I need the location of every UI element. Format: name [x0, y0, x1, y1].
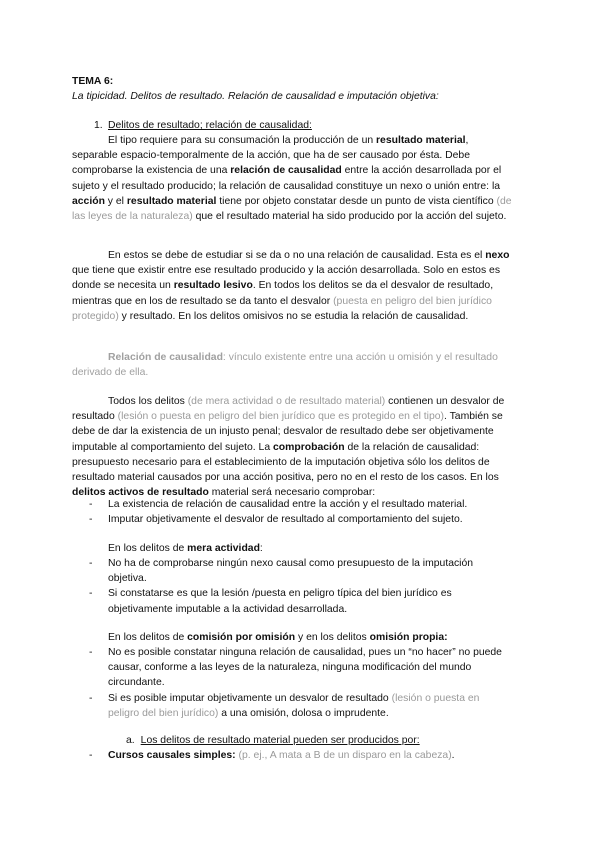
paragraph-2: En estos se debe de estudiar si se da o no una relación de causalidad. Esta es el nexo que tiene que existir entre ese resultado producido y la acción desarrollada. Solo en estos es donde se necesita un resultado lesivo. En todos los delitos se da el desvalor de resultado, mientras que en los de resultado se da tanto el desvalor (puesta en peligro del bien jurídico protegido) y resultado. En los delitos omisivos no se estudia la relación de causalidad.	[72, 250, 510, 322]
paragraph-4: Todos los delitos (de mera actividad o de resultado material) contienen un desvalor de resultado (lesión o puesta en peligro del bien jurídico que es protegido en el tipo). También se debe de dar la existencia de un injusto penal; desvalor de resultado debe ser objetivamente imputable al comportamiento del sujeto. La comprobación de la relación de causalidad: presupuesto necesario para el establecimiento de la imputación objetiva sólo los delitos de resultado material causados por una acción positiva, pero no en el resto de los casos. En los delitos activos de resultado material será necesario comprobar:	[72, 396, 505, 499]
section-number: 1.	[94, 120, 103, 131]
list-mera-actividad	[72, 556, 512, 617]
list-item: - Si es posible imputar objetivamente un desvalor de resultado (lesión o puesta en peligro del bien jurídico) a una omisión, dolosa o imprudente.	[89, 692, 480, 719]
subsection-a: a. Los delitos de resultado material pueden ser producidos por:	[126, 735, 420, 746]
paragraph-1: El tipo requiere para su consumación la producción de un resultado material, separable espacio-temporalmente de la acción, que ha de ser causado por ésta. Debe comprobarse la existencia de una relación de causalidad entre la acción desarrollada por el sujeto y el resultado producido; la relación de causalidad constituye un nexo o unión entre: la acción y el resultado material tiene por objeto constatar desde un punto de vista científico (de las leyes de la naturaleza) que el resultado material ha sido producido por la acción del sujeto.	[72, 135, 512, 223]
topic-subtitle: La tipicidad. Delitos de resultado. Relación de causalidad e imputación objetiva:	[72, 91, 439, 102]
paragraph-5: En los delitos de mera actividad:	[108, 543, 263, 554]
list-item: - Si constatarse es que la lesión /puesta en peligro típica del bien jurídico es objetivamente imputable a la actividad desarrollada.	[89, 588, 452, 615]
list-activos	[72, 497, 512, 527]
list-cursos-causales	[72, 748, 512, 763]
list-item: - Imputar objetivamente el desvalor de resultado al comportamiento del sujeto.	[89, 514, 463, 526]
list-item: - No es posible constatar ninguna relación de causalidad, pues un “no hacer” no puede causar, conforme a las leyes de la naturaleza, ninguna modificación del mundo circundante.	[89, 647, 502, 689]
paragraph-3-definition: Relación de causalidad: vínculo existente entre una acción u omisión y el resultado derivado de ella.	[72, 352, 498, 379]
list-item: - No ha de comprobarse ningún nexo causal como presupuesto de la imputación objetiva.	[89, 558, 474, 585]
paragraph-6: En los delitos de comisión por omisión y en los delitos omisión propia:	[108, 632, 448, 643]
list-item: - La existencia de relación de causalidad entre la acción y el resultado material.	[89, 499, 468, 510]
list-omision	[72, 645, 512, 721]
section-heading: Delitos de resultado; relación de causalidad:	[108, 120, 312, 131]
list-item: - Cursos causales simples: (p. ej., A mata a B de un disparo en la cabeza).	[89, 750, 455, 761]
topic-title: TEMA 6:	[72, 76, 114, 87]
